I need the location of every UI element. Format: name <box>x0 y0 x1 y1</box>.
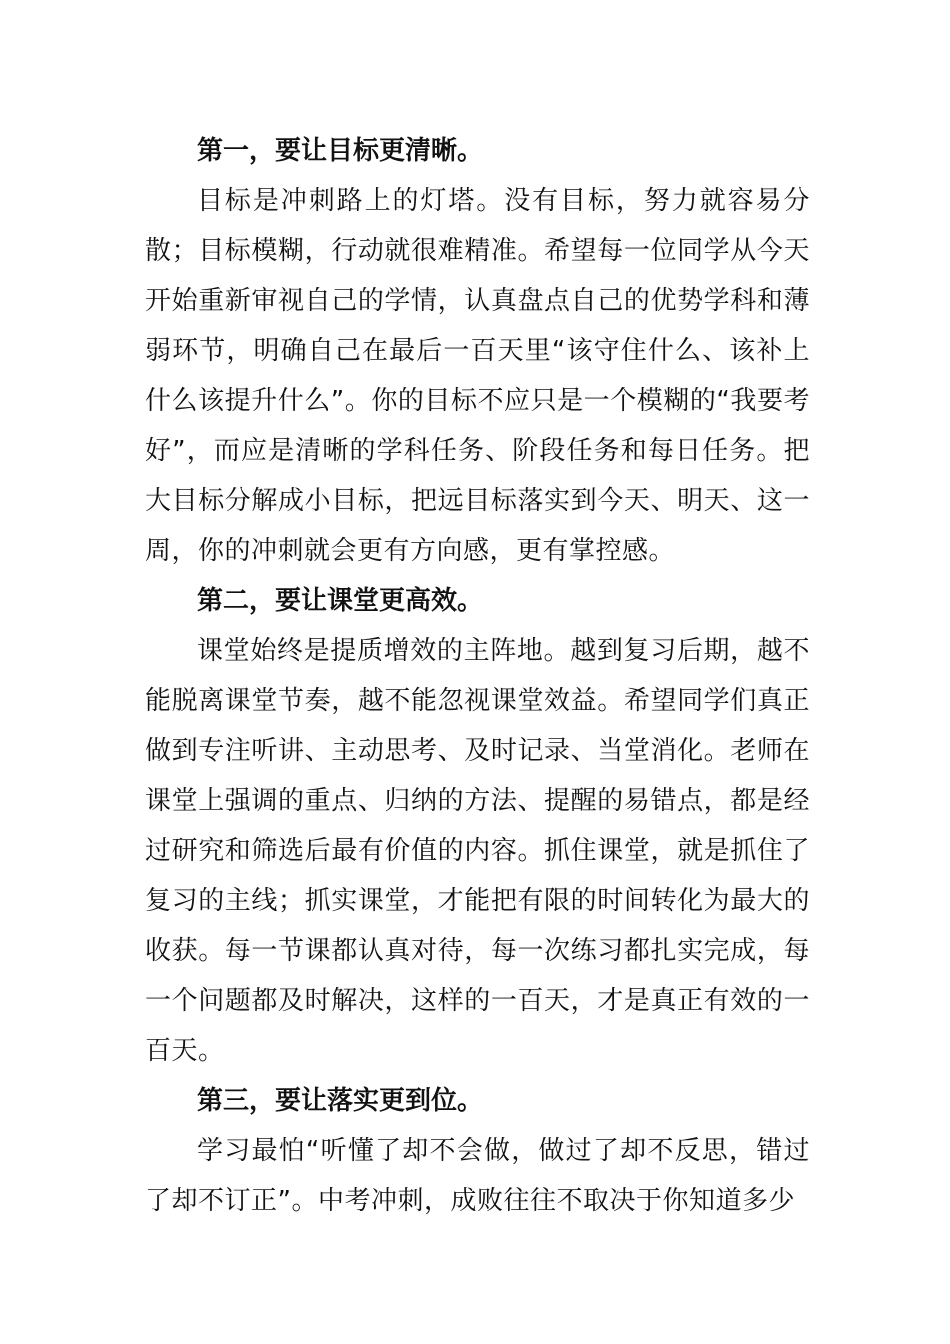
section-paragraph-2: 课堂始终是提质增效的主阵地。越到复习后期，越不能脱离课堂节奏，越不能忽视课堂效益。希望同学们真正做到专注听讲、主动思考、及时记录、当堂消化。老师在课堂上强调的重点、归纳的方法、提醒的易错点，都是经过研究和筛选后最有价值的内容。抓住课堂，就是抓住了复习的主线；抓实课堂，才能把有限的时间转化为最大的收获。每一节课都认真对待，每一次练习都扎实完成，每一个问题都及时解决，这样的一百天，才是真正有效的一百天。 <box>145 636 810 1066</box>
section-paragraph-1: 目标是冲刺路上的灯塔。没有目标，努力就容易分散；目标模糊，行动就很难精准。希望每一位同学从今天开始重新审视自己的学情，认真盘点自己的优势学科和薄弱环节，明确自己在最后一百天里“该守住什么、该补上什么该提升什么”。你的目标不应只是一个模糊的“我要考好”，而应是清晰的学科任务、阶段任务和每日任务。把大目标分解成小目标，把远目标落实到今天、明天、这一周，你的冲刺就会更有方向感，更有掌控感。 <box>145 186 810 566</box>
section-heading-2: 第二，要让课堂更高效。 <box>197 586 484 616</box>
section-heading-1: 第一，要让目标更清晰。 <box>197 136 484 166</box>
document-body <box>145 126 810 1226</box>
section-paragraph-3: 学习最怕“听懂了却不会做，做过了却不反思，错过了却不订正”。中考冲刺，成败往往不取决于你知道多少 <box>145 1136 810 1216</box>
section-heading-3: 第三，要让落实更到位。 <box>197 1086 484 1116</box>
